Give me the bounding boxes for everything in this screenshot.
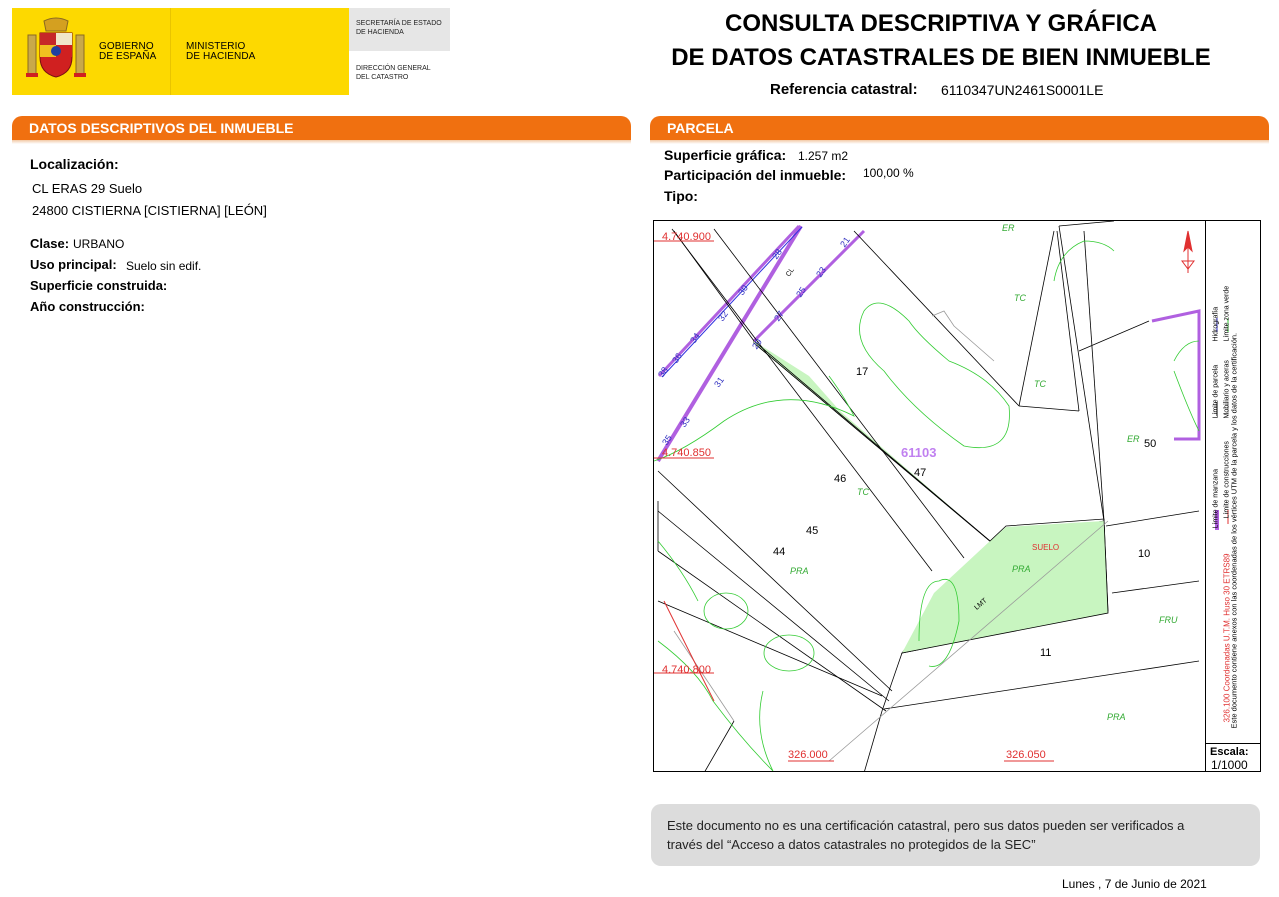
map-drawing xyxy=(654,221,1261,772)
parcel-number: 10 xyxy=(1138,548,1151,560)
zone-label: PRA xyxy=(1107,712,1126,722)
parcel-number: 50 xyxy=(1144,438,1157,450)
zone-label: TC xyxy=(857,487,869,497)
map-legend xyxy=(1205,220,1262,744)
lmt-label: LMT xyxy=(973,597,989,612)
gobierno-line-1: GOBIERNO xyxy=(99,41,154,52)
parcel-number: 47 xyxy=(914,467,927,479)
coat-of-arms-icon xyxy=(24,17,88,83)
verification-note-line-1: Este documento no es una certificación catastral, pero sus datos pueden ser verificados a xyxy=(667,818,1185,833)
block-boundary-line xyxy=(754,231,864,341)
parcel-lines xyxy=(658,221,1199,772)
secretaria-line-2: DE HACIENDA xyxy=(356,29,404,36)
street-label: CL xyxy=(785,266,796,279)
street-number: 38 xyxy=(656,365,670,379)
zone-label: PRA xyxy=(1012,564,1031,574)
ministerio-line-2: DE HACIENDA xyxy=(186,51,256,62)
parcel-number: 11 xyxy=(1040,647,1052,659)
block-label: 61103 xyxy=(901,445,937,460)
block-boundary-line xyxy=(662,227,802,377)
scale-box xyxy=(1205,743,1261,772)
street-number: 31 xyxy=(712,375,726,389)
uso-label: Uso principal: xyxy=(30,257,117,272)
cadastral-map[interactable] xyxy=(653,220,1261,772)
scale-value: 1/1000 xyxy=(1211,758,1248,772)
parcel-number: 46 xyxy=(834,473,847,485)
reference-label: Referencia catastral: xyxy=(770,81,918,98)
legend-mobiliario: Mobiliario y aceras xyxy=(1223,360,1231,419)
parcel-number: 17 xyxy=(856,366,869,378)
verification-note xyxy=(651,804,1260,866)
legend-doc-note: Este documento contiene anexos con las coordenadas de los vértices UTM de la parcela y los datos de la certificación. xyxy=(1229,332,1239,729)
legend-limite-construcciones: Límite de construcciones xyxy=(1223,441,1231,519)
legend-zona-verde: Límite zona verde xyxy=(1223,285,1231,342)
anio-construccion-label: Año construcción: xyxy=(30,299,145,314)
coord-label-x2: 326.050 xyxy=(1006,749,1046,761)
street-number: 35 xyxy=(660,433,674,447)
utm-note: 326.100 Coordenadas U.T.M. Huso 30 ETRS89 xyxy=(1222,553,1232,723)
green-zone-lines xyxy=(654,241,1199,771)
document-date: Lunes , 7 de Junio de 2021 xyxy=(1062,877,1207,891)
street-number: 27 xyxy=(772,309,786,323)
scale-label: Escala: xyxy=(1210,746,1249,758)
street-number: 34 xyxy=(688,331,702,345)
clase-label: Clase: xyxy=(30,236,70,251)
parcel-number: 45 xyxy=(806,525,819,537)
superficie-grafica-label: Superficie gráfica: xyxy=(664,147,787,163)
legend-limite-parcela: Límite de parcela xyxy=(1212,364,1220,419)
coord-label-y1: 4.740.900 xyxy=(662,231,711,243)
section-title-bold: INMUEBLE xyxy=(220,120,294,136)
zone-label: ER xyxy=(1127,434,1140,444)
parcela-title: PARCELA xyxy=(667,120,734,136)
superficie-grafica-value: 1.257 m2 xyxy=(798,149,849,163)
section-title-prefix: DATOS DESCRIPTIVOS DEL xyxy=(29,120,221,136)
direccion-line-1: DIRECCIÓN GENERAL xyxy=(356,65,431,72)
section-bar-descriptivos xyxy=(12,116,631,140)
superficie-construida-label: Superficie construida: xyxy=(30,278,168,293)
parcel-number: 44 xyxy=(773,546,786,558)
tipo-label: Tipo: xyxy=(664,188,698,204)
verification-note-line-2: través del “Acceso a datos catastrales no protegidos de la SEC” xyxy=(667,837,1036,852)
street-number: 23 xyxy=(814,265,828,279)
section-bar-shadow xyxy=(12,140,631,144)
street-number: 36 xyxy=(670,351,684,365)
localizacion-label: Localización: xyxy=(30,156,119,172)
address-line-2: 24800 CISTIERNA [CISTIERNA] [LEÓN] xyxy=(32,203,267,218)
section-bar-shadow-right xyxy=(650,140,1269,144)
zone-label: TC xyxy=(1034,379,1046,389)
coord-label-y2: 4.740.850 xyxy=(662,447,711,459)
zone-label: TC xyxy=(1014,293,1026,303)
clase-value: URBANO xyxy=(73,237,125,251)
ministerio-line-1: MINISTERIO xyxy=(186,41,246,52)
address-line-1: CL ERAS 29 Suelo xyxy=(32,181,143,196)
legend-hidrografia: Hidrografía xyxy=(1212,306,1220,342)
street-number: 30 xyxy=(736,283,750,297)
secretaria-line-1: SECRETARÍA DE ESTADO xyxy=(356,20,442,27)
direccion-line-2: DEL CATASTRO xyxy=(356,74,409,81)
participacion-value: 100,00 % xyxy=(863,166,914,180)
reference-value: 6110347UN2461S0001LE xyxy=(941,82,1104,98)
street-number: 28 xyxy=(770,247,784,261)
zone-label: FRU xyxy=(1159,615,1178,625)
zone-label: PRA xyxy=(790,566,809,576)
street-number: 32 xyxy=(716,309,730,323)
street-number: 33 xyxy=(678,415,692,429)
coord-label-x1: 326.000 xyxy=(788,749,828,761)
uso-value: Suelo sin edif. xyxy=(126,259,202,273)
street-number: 29 xyxy=(750,337,764,351)
logo-separator xyxy=(170,8,171,95)
street-number: 25 xyxy=(794,285,808,299)
north-arrow-icon xyxy=(1182,231,1194,273)
street-number: 21 xyxy=(838,235,852,249)
zone-label: ER xyxy=(1002,223,1015,233)
block-boundary-line xyxy=(658,226,801,461)
participacion-label: Participación del inmueble: xyxy=(664,167,847,183)
page-title-line-1: CONSULTA DESCRIPTIVA Y GRÁFICA xyxy=(724,10,1158,37)
gobierno-line-2: DE ESPAÑA xyxy=(99,51,157,62)
section-bar-parcela xyxy=(650,116,1269,140)
legend-limite-manzana: Límite de manzana xyxy=(1212,468,1220,529)
suelo-label: SUELO xyxy=(1032,543,1060,552)
coord-label-y3: 4.740.800 xyxy=(662,664,711,676)
page-title-line-2: DE DATOS CATASTRALES DE BIEN INMUEBLE xyxy=(671,44,1211,71)
